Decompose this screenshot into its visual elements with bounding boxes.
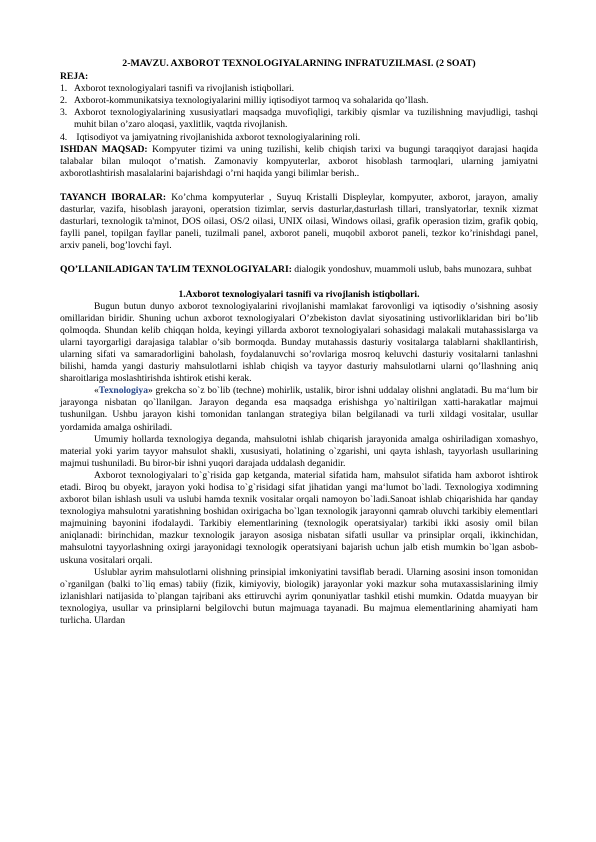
body-paragraph: Uslublar ayrim mahsulotlarni olishning prinsipial imkoniyatini tavsiflab beradi. Ularning asosini inson tomonidan o`rganilgan (balki to`liq emas) tabiiy (fizik, kimiyoviy, biologik) jarayonlar yoki mazkur soha mutaxassislarining ilmiy izlanishlari natijasida to`plangan tajribani aks ettiruvchi ayrim qonuniyatlar tashkil etishi mumkin. Odatda muayyan bir texnologiya, usullar va prinsiplarni belgilovchi butun majmuaga tayanadi. Bu majmua elementlarining ahamiyati ham turlicha. Ulardan — [60, 566, 538, 627]
plan-item-number: 3. — [60, 107, 68, 119]
maqsad-label: ISHDAN MAQSAD: — [60, 143, 148, 155]
reja-heading: REJA: — [60, 71, 89, 83]
body-text: » grekcha so`z bo`lib (techne) mohirlik, ustalik, biror ishni uddalay olishni anglatadi. Bu ma‘lum bir jarayonga nisbatan qo`llanilgan. Jarayon deganda esa maqsadga erishishga yo`naltirilgan xatti-harakatlar majmui tushunilgan. Ushbu jarayon kishi tomonidan tanlangan strategiya bilan belgilanadi va turli xildagi vositalar, usullar yordamida amalga oshiriladi. — [60, 385, 538, 433]
plan-list — [60, 83, 538, 143]
term-texnologiya: Texnologiya — [98, 385, 149, 397]
body-paragraph: Axborot texnologiyalari to`g`risida gap ketganda, material sifatida ham, mahsulot sifatida ham axborot ishtirok etadi. Biroq bu obyekt, jarayon yoki hodisa to`g`risidagi sifat jihatidan yangi ma‘lumot bo`ladi. Texnologiya xodimning axborot bilan ishlash usuli va uslubi hamda texnik vositalar orqali namoyon bo`ladi.Sanoat ishlab chiqarishida har qanday texnologiya mahsulotni yaratishning boshidan oxirigacha bo`lgan texnologik jarayonni qamrab oluvchi tarkibiy elementlari majmuining bayonini ifodalaydi. Tarkibiy elementlarining (texnologik operatsiyalar) tarkibi ikki asosiy omil bilan aniqlanadi: birinchidan, mazkur texnologik jarayon asosiga nisbatan sifatli usullar va prinsiplar orqali, ikkinchidan, mahsulotni tayyorlashning oxirgi jarayonidagi texnologik operatsiyani bajarish uchun jalb etish mumkin bo`lgan asbob-uskuna vositalari orqali. — [60, 469, 538, 566]
plan-item-number: 4. — [60, 131, 68, 143]
talim-texnologiyalari-text: dialogik yondoshuv, muammoli uslub, bahs munozara, suhbat — [291, 264, 532, 276]
quote-mark: « — [94, 385, 99, 397]
plan-item-text: Axborot texnologiyalari tasnifi va rivojlanish istiqbollari. — [74, 83, 295, 95]
maqsad-paragraph — [60, 144, 538, 180]
tayanch-iboralar-paragraph — [60, 192, 538, 252]
plan-item — [60, 95, 538, 107]
plan-item — [60, 83, 538, 95]
plan-item-number: 2. — [60, 95, 68, 107]
talim-texnologiyalari-label: QO’LLANILADIGAN TA’LIM TEXNOLOGIYALARI: — [60, 264, 292, 276]
talim-texnologiyalari-paragraph — [60, 264, 538, 276]
body-paragraph: Bugun butun dunyo axborot texnologiyalarini rivojlanishi mamlakat farovonligi va iqtisodiy o’sishning asosiy omillaridan biridir. Shuning uchun axborot texnologiyalari O’zbekiston davlat siyosatining ustivorliklaridan biri bo’lib qolmoqda. Shundan kelib chiqqan holda, keyingi yillarda axborot texnologiyalari sohasidagi malakali mutahassislarga va ularni tayorgarligi darajasiga talablar o’sib bormoqda. Bunday mutahassis dasturiy vositalarga talablarni shakllantirish, ularning sifati va samaradorligini baholash, foydalanuvchi so’rovlariga mosroq keluvchi dasturiy vositalarni tanlashni bilishi, hamda yangi dasturiy mahsulotlarni ishlab chiqish va tayyor dasturiy mahsulotlarni ularni qo’llashning aniq sharoitlariga moslashtirishda ishtirok etishi kerak. — [60, 300, 538, 385]
body-paragraph: Umumiy hollarda texnologiya deganda, mahsulotni ishlab chiqarish jarayonida amalga oshiriladigan xomashyo, material yoki yarim tayyor mahsulot shakli, xususiyati, holatining o`zgarishi, uni qayta ishlash, tayyorlash usullarining majmui tushuniladi. Bu biror-bir ishni yuqori darajada uddalash deganidir. — [60, 433, 538, 469]
maqsad-text: Kompyuter tizimi va uning tuzilishi, kelib chiqish tarixi va bugungi taraqqiyot darajasi haqida talabalar bilan muloqot o’rnatish. Zamonaviy kompyuterlar, axborot hisoblash tarmoqlari, ularning jamiyatni axborotlashtirish masalalarini bajarishdagi o’rni haqida yangi bilimlar berish.. — [60, 143, 538, 179]
tayanch-iboralar-text: Ko’chma kompyuterlar , Suyuq Kristalli Displeylar, kompyuter, axborot, jarayon, amaliy dasturlar, vazifa, hisoblash jarayoni, operatsion tizimlar, servis dasturlar,dasturlash tillari, translyatorlar, texnik xizmat dasturlari, texnologik ta'minot, DOS oilasi, OS/2 oilasi, UNIX oilasi, Windows oilasi, grafik operasion tizim, grafik qobiq, faylli panel, topilgan fayllar paneli, tuzilmali panel, axborot paneli, muqobil axborot paneli, tezkor ko’rinishdagi panel, arxiv paneli, bog’lovchi fayl. — [60, 191, 538, 252]
plan-item-text: Axborot-kommunikatsiya texnologiyalarini milliy iqtisodiyot tarmoq va sohalarida qo’llash. — [74, 95, 429, 107]
body-paragraph — [60, 385, 538, 433]
plan-item-number: 1. — [60, 83, 68, 95]
tayanch-iboralar-label: TAYANCH IBORALAR: — [60, 191, 167, 203]
plan-item — [60, 107, 538, 131]
section-heading: 1.Axborot texnologiyalari tasnifi va rivojlanish istiqbollari. — [178, 288, 420, 300]
plan-item-text: Iqtisodiyot va jamiyatning rivojlanishida axborot texnologiyalarining roli. — [74, 131, 361, 143]
plan-item — [60, 132, 538, 144]
plan-item-text: Axborot texnologiyalarining xususiyatlari maqsadga muvofiqligi, tarkibiy qismlar va tuzilishning mavjudligi, tashqi muhit bilan o’zaro aloqasi, yaxlitlik, vaqtda rivojlanish. — [74, 107, 538, 131]
document-title: 2-MAVZU. AXBOROT TEXNOLOGIYALARNING INFRATUZILMASI. (2 SOAT) — [122, 58, 476, 69]
